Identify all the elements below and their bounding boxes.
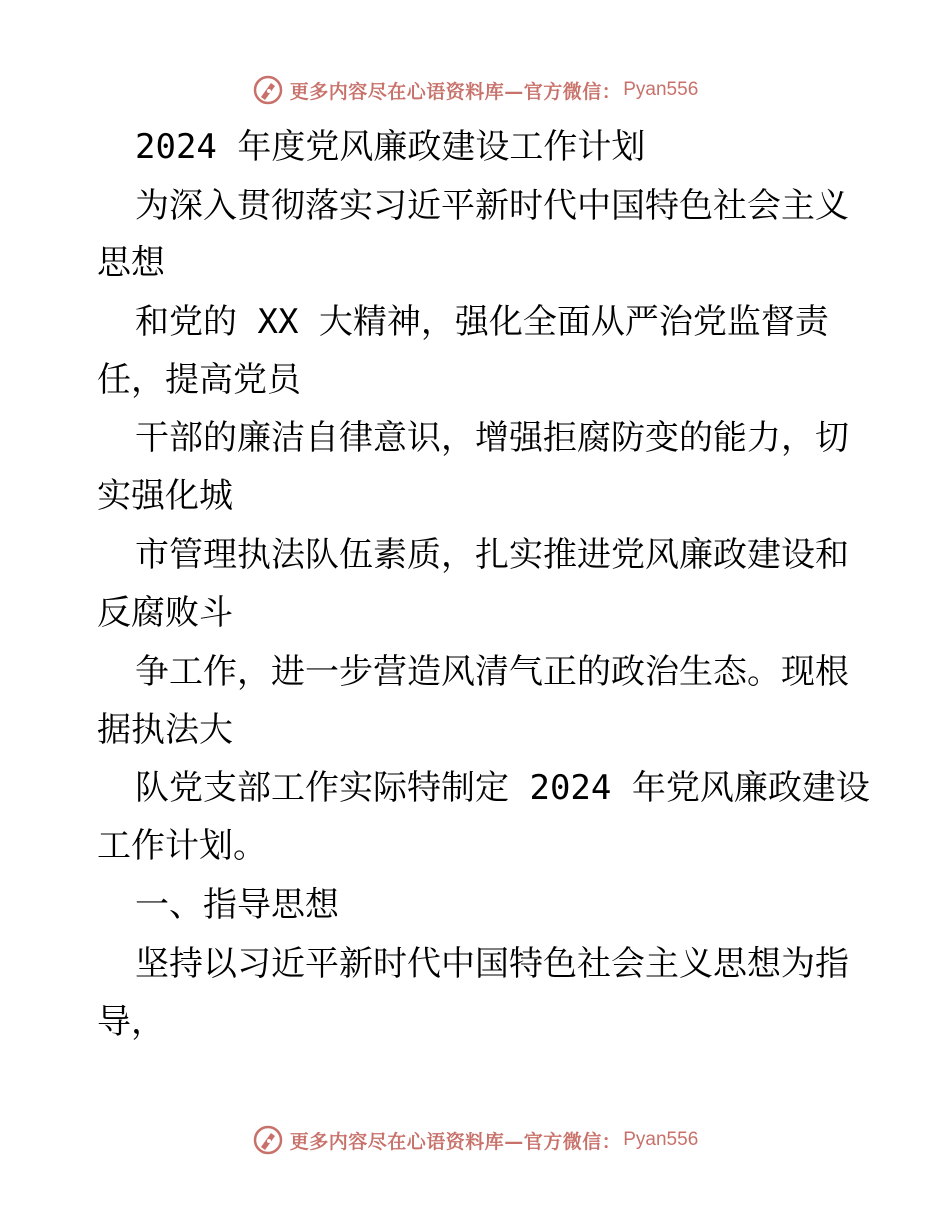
paragraph-line: 争工作，进一步营造风清气正的政治生态。现根 (135, 652, 849, 692)
paragraph-line: 工作计划。 (97, 826, 267, 866)
section-heading: 一、指导思想 (135, 885, 339, 925)
watermark-text: 更多内容尽在心语资料库—官方微信： (289, 1130, 622, 1153)
document-title: 2024 年度党风廉政建设工作计划 (135, 127, 646, 167)
paragraph-line: 据执法大 (97, 710, 233, 750)
pen-nib-circle-icon (252, 1124, 284, 1156)
paragraph-line: 反腐败斗 (97, 593, 233, 633)
paragraph-line: 和党的 XX 大精神，强化全面从严治党监督责 (135, 302, 829, 342)
paragraph-line: 队党支部工作实际特制定 2024 年党风廉政建设 (135, 768, 870, 808)
paragraph-line: 实强化城 (97, 476, 233, 516)
paragraph-line: 导， (97, 1002, 165, 1042)
pen-nib-circle-icon (252, 74, 284, 106)
paragraph-line: 市管理执法队伍素质，扎实推进党风廉政建设和 (135, 535, 849, 575)
paragraph-line: 思想 (97, 243, 165, 283)
watermark-account: Pyan556 (623, 1129, 699, 1150)
paragraph-line: 坚持以习近平新时代中国特色社会主义思想为指 (135, 944, 849, 984)
watermark-footer (0, 1120, 950, 1160)
watermark-account: Pyan556 (623, 79, 699, 100)
watermark-text: 更多内容尽在心语资料库—官方微信： (289, 80, 622, 103)
paragraph-line: 为深入贯彻落实习近平新时代中国特色社会主义 (135, 186, 849, 226)
paragraph-line: 干部的廉洁自律意识，增强拒腐防变的能力，切 (135, 418, 849, 458)
watermark-header (0, 70, 950, 110)
paragraph-line: 任，提高党员 (97, 360, 301, 400)
